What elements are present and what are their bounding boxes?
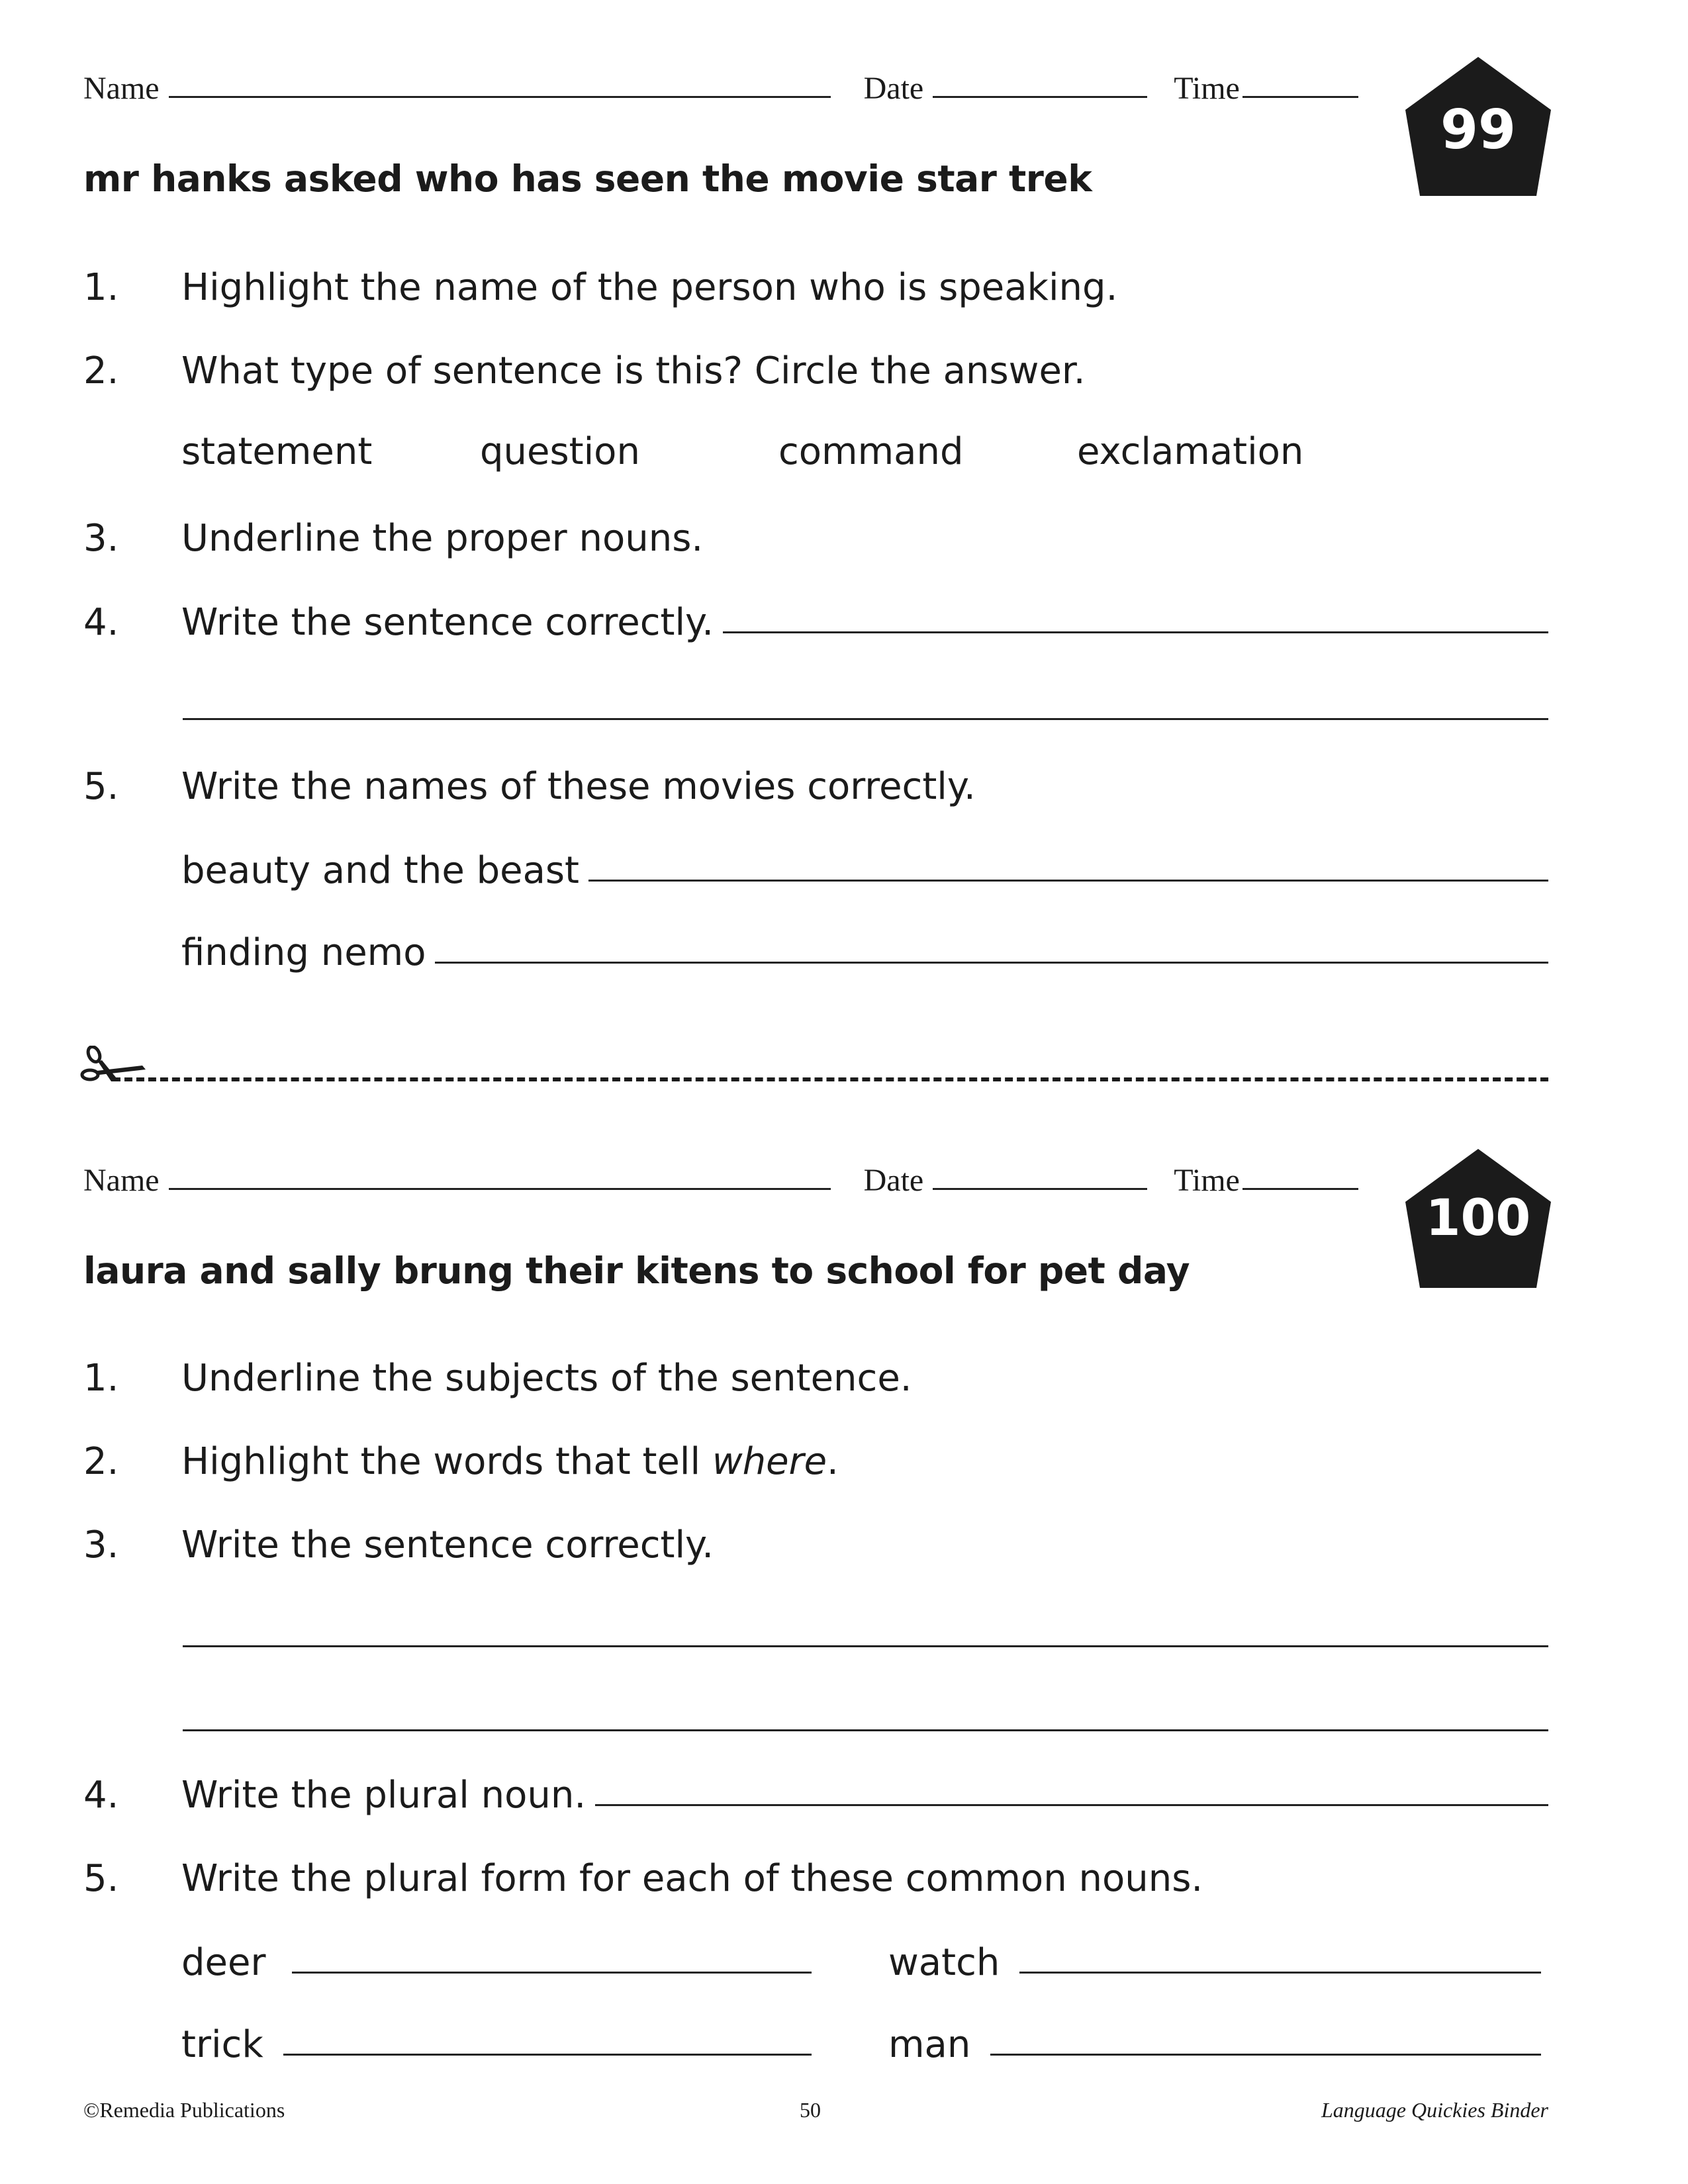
time-label: Time <box>1174 1163 1240 1198</box>
item-text: Underline the proper nouns. <box>181 517 704 560</box>
time-label: Time <box>1174 71 1240 106</box>
time-field[interactable] <box>1243 96 1358 98</box>
answer-line[interactable] <box>990 2054 1541 2056</box>
item-number: 5. <box>83 765 119 808</box>
date-field[interactable] <box>933 1188 1147 1190</box>
item-number: 3. <box>83 1524 119 1567</box>
noun-label: trick <box>181 2023 263 2066</box>
item-number: 3. <box>83 517 119 560</box>
item-1 <box>83 260 1548 309</box>
noun-label: man <box>888 2023 971 2066</box>
item-3 <box>83 511 1548 560</box>
movie-row <box>181 925 1548 972</box>
item-text: Write the plural noun. <box>181 1774 586 1817</box>
name-label: Name <box>83 71 160 106</box>
answer-line[interactable] <box>183 718 1548 720</box>
noun-row <box>181 1935 812 1984</box>
answer-line[interactable] <box>723 631 1548 633</box>
item-text: Write the sentence correctly. <box>181 601 714 644</box>
answer-line[interactable] <box>283 2054 812 2056</box>
item-text: Write the plural form for each of these common nouns. <box>181 1857 1203 1900</box>
item-1 <box>83 1351 1548 1400</box>
item-number: 5. <box>83 1857 119 1900</box>
dashed-line <box>113 1077 1548 1081</box>
item-text: Underline the subjects of the sentence. <box>181 1357 912 1400</box>
item-number: 2. <box>83 349 119 392</box>
item-3 <box>83 1518 1548 1567</box>
item-text: What type of sentence is this? Circle the answer. <box>181 349 1086 392</box>
answer-line[interactable] <box>292 1972 812 1974</box>
item-2 <box>83 343 1548 390</box>
item-number: 4. <box>83 1774 119 1817</box>
noun-row <box>888 1935 1541 1984</box>
name-label: Name <box>83 1163 160 1198</box>
item-4 <box>83 595 1548 644</box>
sentence-100: laura and sally brung their kitens to school for pet day <box>83 1250 1190 1292</box>
quickie-number: 100 <box>1425 1188 1531 1247</box>
item-number: 1. <box>83 266 119 309</box>
item-text: Write the names of these movies correctly. <box>181 765 976 808</box>
movie-row <box>181 843 1548 892</box>
item-number: 1. <box>83 1357 119 1400</box>
item-5 <box>83 759 1548 808</box>
quickie-number-badge-100 <box>1405 1149 1551 1288</box>
choice-exclamation[interactable]: exclamation <box>1077 430 1304 473</box>
footer-title: Language Quickies Binder <box>1321 2098 1548 2122</box>
footer-publisher: ©Remedia Publications <box>83 2098 285 2122</box>
choice-command[interactable]: command <box>778 430 964 473</box>
name-field[interactable] <box>169 1188 831 1190</box>
item-text: Highlight the name of the person who is speaking. <box>181 266 1118 309</box>
name-field[interactable] <box>169 96 831 98</box>
movie-title: finding nemo <box>181 931 426 974</box>
answer-line[interactable] <box>588 880 1548 882</box>
noun-row <box>181 2017 812 2064</box>
date-field[interactable] <box>933 96 1147 98</box>
item-number: 2. <box>83 1440 119 1483</box>
sentence-99: mr hanks asked who has seen the movie star trek <box>83 158 1092 200</box>
time-field[interactable] <box>1243 1188 1358 1190</box>
item-number: 4. <box>83 601 119 644</box>
noun-row <box>888 2017 1541 2064</box>
movie-title: beauty and the beast <box>181 849 580 892</box>
answer-line[interactable] <box>1019 1972 1541 1974</box>
choice-question[interactable]: question <box>480 430 640 473</box>
date-label: Date <box>863 71 924 106</box>
header-row-99 <box>83 58 1548 105</box>
cut-line <box>79 1046 1548 1085</box>
quickie-number: 99 <box>1440 99 1517 161</box>
answer-line[interactable] <box>595 1804 1548 1806</box>
quickie-number-badge-99 <box>1405 57 1551 196</box>
answer-line[interactable] <box>183 1645 1548 1647</box>
answer-line[interactable] <box>435 962 1548 964</box>
item-text: Highlight the words that tell <box>181 1440 712 1483</box>
item-2 <box>83 1434 1548 1483</box>
noun-label: deer <box>181 1941 266 1984</box>
date-label: Date <box>863 1163 924 1198</box>
item-4 <box>83 1768 1548 1817</box>
item-5 <box>83 1851 1548 1900</box>
header-row-100 <box>83 1150 1548 1197</box>
item-emphasis: where <box>712 1440 827 1483</box>
item-punct: . <box>827 1440 839 1483</box>
answer-line[interactable] <box>183 1729 1548 1731</box>
noun-label: watch <box>888 1941 1000 1984</box>
page-number: 50 <box>800 2098 821 2122</box>
item-text: Write the sentence correctly. <box>181 1524 714 1567</box>
choice-statement[interactable]: statement <box>181 430 373 473</box>
